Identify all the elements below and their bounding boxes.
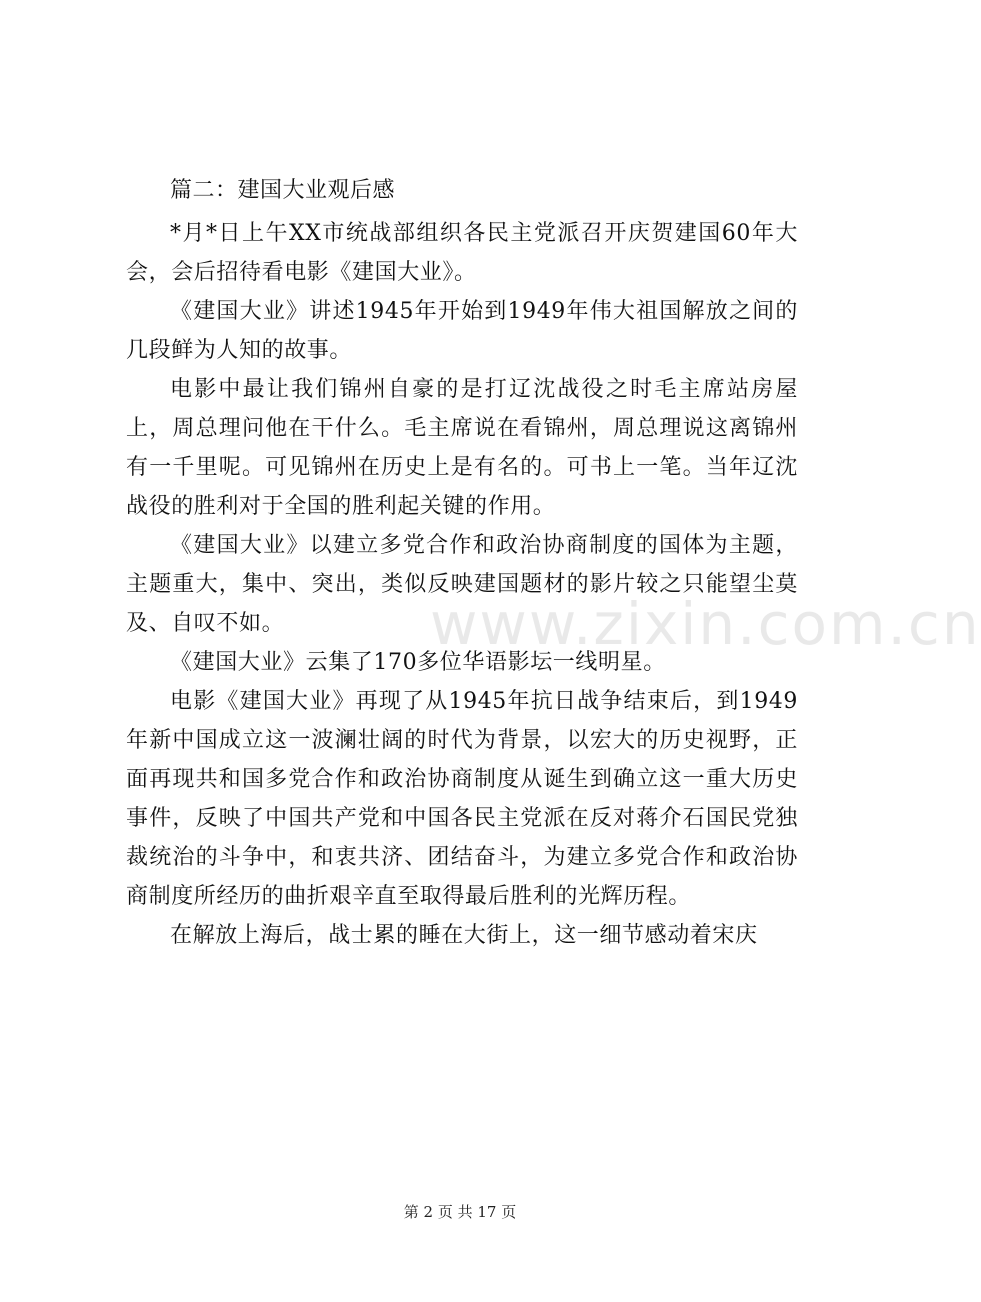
- watermark: www.zixin.com.cn: [430, 590, 981, 658]
- paragraph-6: 电影《建国大业》再现了从1945年抗日战争结束后，到1949年新中国成立这一波澜壮阔的时代为背景，以宏大的历史视野，正面再现共和国多党合作和政治协商制度从诞生到确立这一重大历史事件，反映了中国共产党和中国各民主党派在反对蒋介石国民党独裁统治的斗争中，和衷共济、团结奋斗，为建立多党合作和政治协商制度所经历的曲折艰辛直至取得最后胜利的光辉历程。: [126, 689, 798, 909]
- page-number-footer: 第 2 页 共 17 页: [403, 1203, 517, 1221]
- paragraph-2: 《建国大业》讲述1945年开始到1949年伟大祖国解放之间的几段鲜为人知的故事。: [126, 299, 798, 363]
- paragraph-7: 在解放上海后，战士累的睡在大街上，这一细节感动着宋庆: [170, 923, 758, 948]
- paragraph-3: 电影中最让我们锦州自豪的是打辽沈战役之时毛主席站房屋上，周总理问他在干什么。毛主席说在看锦州，周总理说这离锦州有一千里呢。可见锦州在历史上是有名的。可书上一笔。当年辽沈战役的胜利对于全国的胜利起关键的作用。: [126, 377, 798, 519]
- section-heading: 篇二：建国大业观后感: [170, 178, 396, 203]
- document-body: [126, 172, 798, 955]
- paragraph-4: 《建国大业》以建立多党合作和政治协商制度的国体为主题，主题重大，集中、突出，类似反映建国题材的影片较之只能望尘莫及、自叹不如。: [126, 533, 798, 636]
- paragraph-5: 《建国大业》云集了170多位华语影坛一线明星。: [170, 650, 666, 675]
- paragraph-1: *月*日上午XX市统战部组织各民主党派召开庆贺建国60年大会，会后招待看电影《建国大业》。: [126, 221, 798, 285]
